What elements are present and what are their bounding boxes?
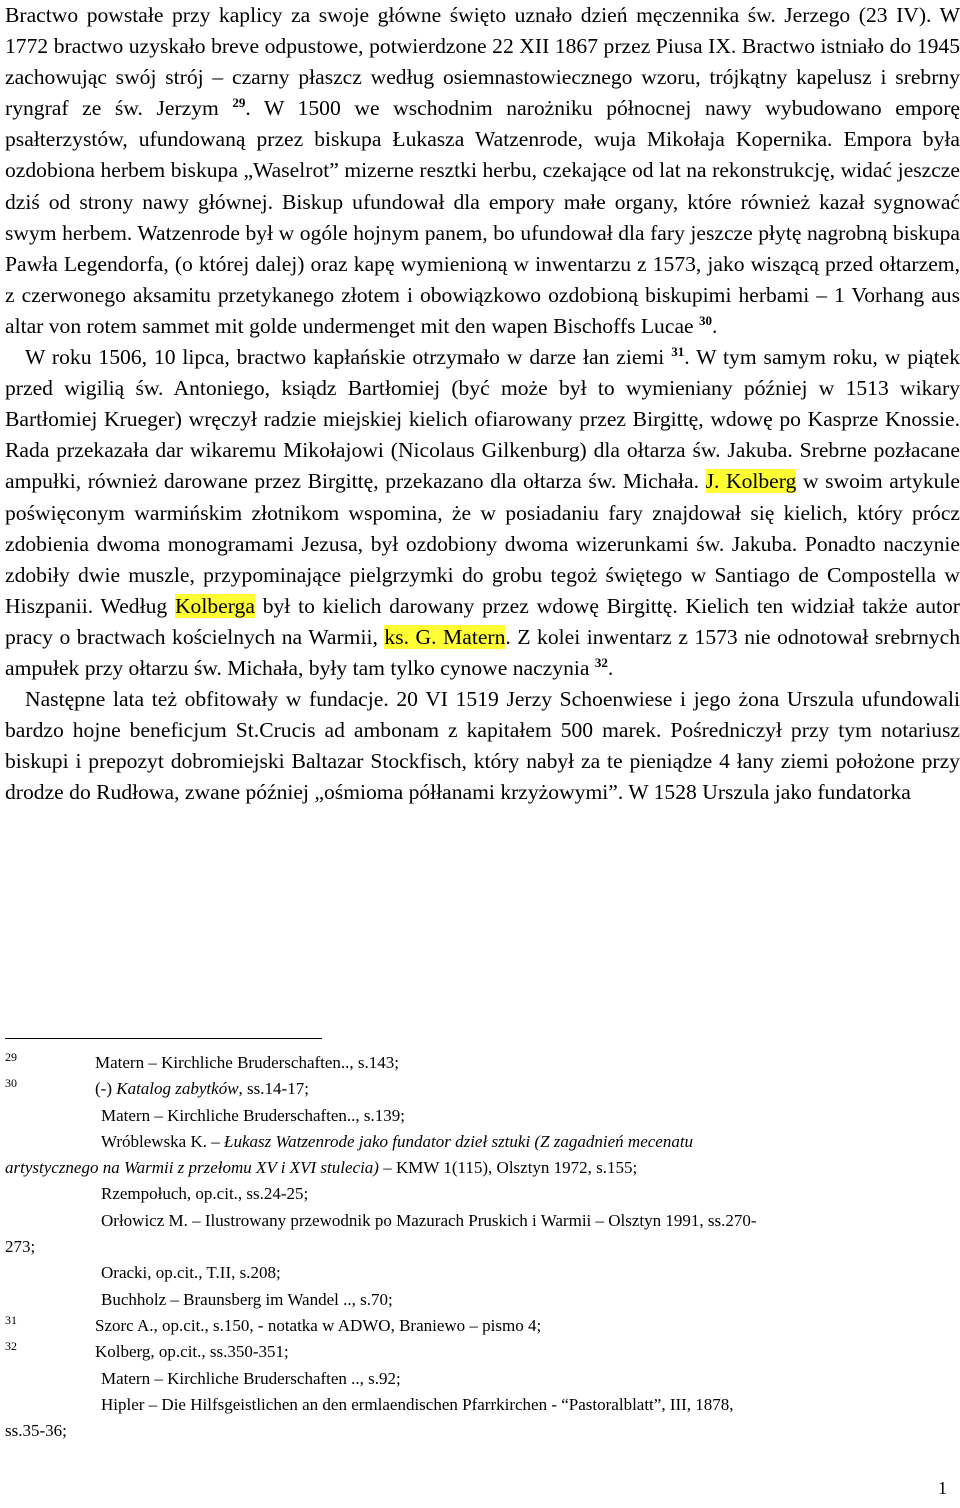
- footnote-line: Matern – Kirchliche Bruderschaften.., s.139;: [101, 1105, 406, 1125]
- highlight-j-kolberg: J. Kolberg: [705, 469, 797, 494]
- highlight-ks-g-matern: ks. G. Matern: [384, 624, 506, 649]
- footnote-line: Matern – Kirchliche Bruderschaften .., s.92;: [101, 1368, 401, 1388]
- footnote-31: 31 Szorc A., op.cit., s.150, - notatka w ADWO, Braniewo – pismo 4;: [0, 1313, 960, 1339]
- paragraph-3: Następne lata też obfitowały w fundacje. 20 VI 1519 Jerzy Schoenwiese i jego żona Urszula ufundowali bardzo hojne beneficjum St.Crucis ad ambonam z kapitałem 500 marek. Pośredniczył przy tym notariusz biskupi i prepozyt dobromiejski Baltazar Stockfisch, który nabył za te pieniądze 4 łany ziemi położone przy drodze do Rudłowa, zwane później „ośmioma półłanami krzyżowymi”. W 1528 Urszula jako fundatorka: [5, 687, 960, 805]
- footnote-line: artystycznego na Warmii z przełomu XV i XVI stulecia) – KMW 1(115), Olsztyn 1972, s.155;: [5, 1158, 638, 1178]
- footnote-line: Orłowicz M. – Ilustrowany przewodnik po Mazurach Pruskich i Warmii – Olsztyn 1991, ss.270-: [101, 1210, 757, 1230]
- footnote-line: Hipler – Die Hilfsgeistlichen an den ermlaendischen Pfarrkirchen - “Pastoralblatt”, III, 1878,: [101, 1394, 734, 1414]
- paragraph-2: W roku 1506, 10 lipca, bractwo kapłańskie otrzymało w darze łan ziemi $^{31}$. W tym samym roku, w piątek przed wigilią św. Antoniego, ksiądz Bartłomiej (być może był to wymieniany później w 1513 wikary Bartłomiej Krueger) wręczył radzie miejskiej kielich ofiarowany przez Birgittę, wdowę po Kasprze Knossie. Rada przekazała dar wikaremu Mikołajowi (Nicolaus Gilkenburg) dla ołtarza św. Jakuba. Srebrne pozłacane ampułki, również darowane przez Birgittę, przekazano dla ołtarza św. Michała. J. Kolberg w swoim artykule poświęconym warmińskim złotnikom wspomina, że w posiadaniu fary znajdował się kielich, który prócz zdobienia dwoma monogramami Jezusa, był ozdobiony dwoma wizerunkami św. Jakuba. Ponadto naczynie zdobiły dwie muszle, przypominające pielgrzymki do grobu tegoż świętego w Santiago de Compostella w Hiszpanii. Według Kolberga był to kielich darowany przez wdowę Birgittę. Kielich ten widział także autor pracy o bractwach kościelnych na Warmii, ks. G. Matern. Z kolei inwentarz z 1573 nie odnotował srebrnych ampułek przy ołtarzu św. Michała, były tam tylko cynowe naczynia $^{32}$.: [5, 344, 960, 680]
- footnote-line: ss.35-36;: [5, 1421, 67, 1441]
- footnote-29: 29 Matern – Kirchliche Bruderschaften.., s.143;: [0, 1050, 960, 1076]
- footnote-ref-32[interactable]: 32: [594, 654, 608, 670]
- footnote-number: 31: [5, 1312, 17, 1327]
- footnote-line: 273;: [5, 1237, 36, 1257]
- footnote-line: Wróblewska K. – Łukasz Watzenrode jako fundator dzieł sztuki (Z zagadnień mecenatu: [101, 1131, 694, 1151]
- paragraph-1: Bractwo powstałe przy kaplicy za swoje główne święto uznało dzień męczennika św. Jerzego (23 IV). W 1772 bractwo uzyskało breve odpustowe, potwierdzone 22 XII 1867 przez Piusa IX. Bractwo istniało do 1945 zachowując swój strój – czarny płaszcz według osiemnastowiecznego wzoru, trójkątny kapelusz i srebrny ryngraf ze św. Jerzym $^{29}$. W 1500 we wschodnim narożniku północnej nawy wybudowano emporę psałterzystów, ufundowaną przez biskupa Łukasza Watzenrode, wuja Mikołaja Kopernika. Empora była ozdobiona herbem biskupa „Waselrot” mizerne resztki herbu, czekające od lat na rekonstrukcję, widać jeszcze dziś od strony nawy głównej. Biskup ufundował dla empory małe organy, które również kazał sygnować swym herbem. Watzenrode był w ogóle hojnym panem, bo ufundował dla fary jeszcze płytę nagrobną biskupa Pawła Legendorfa, (o której dalej) oraz kapę wymienioną w inwentarzu z 1573, jako wiszącą przed ołtarzem, z czerwonego aksamitu przetykanego złotem i obowiązkowo ozdobioną biskupimi herbami – 1 Vorhang aus altar von rotem sammet mit golde undermenget mit den wapen Bischoffs Lucae $^{30}$.: [5, 3, 960, 338]
- footnote-number: 32: [5, 1339, 17, 1354]
- footnote-line: Oracki, op.cit., T.II, s.208;: [101, 1263, 281, 1283]
- page-number: 1: [938, 1478, 947, 1498]
- footnotes: [0, 1050, 960, 1444]
- footnote-ref-29[interactable]: 29: [232, 95, 246, 111]
- footnote-32: 32 Kolberg, op.cit., ss.350-351;: [0, 1339, 960, 1365]
- footnote-separator: [5, 1038, 322, 1039]
- footnote-line: Buchholz – Braunsberg im Wandel .., s.70;: [101, 1289, 393, 1309]
- footnote-line: Rzempołuch, op.cit., ss.24-25;: [101, 1184, 309, 1204]
- footnote-ref-30[interactable]: 30: [699, 312, 713, 328]
- highlight-kolberga: Kolberga: [174, 593, 255, 618]
- footnote-number: 30: [5, 1076, 17, 1091]
- footnote-ref-31[interactable]: 31: [671, 344, 685, 360]
- footnote-30: 30 (-) Katalog zabytków, ss.14-17;: [0, 1076, 960, 1102]
- body-text: [5, 0, 960, 808]
- footnote-number: 29: [5, 1050, 17, 1064]
